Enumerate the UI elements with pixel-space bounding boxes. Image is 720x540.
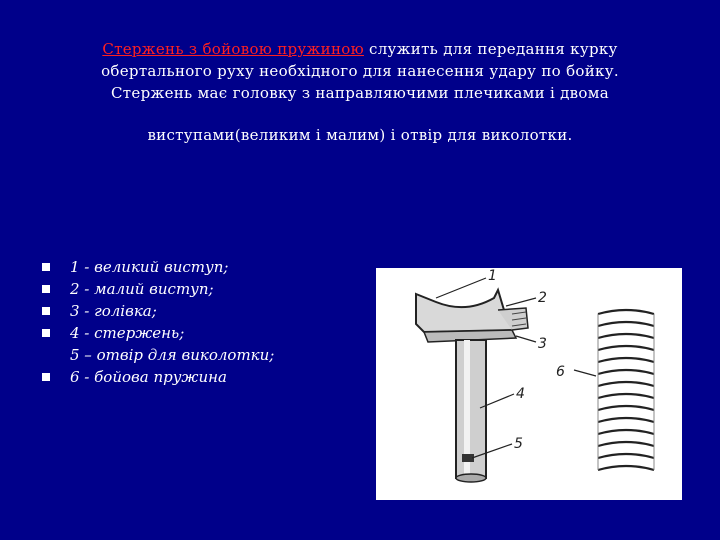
legend-item: 5 – отвір для виколотки; bbox=[70, 346, 275, 364]
intro-text-line2: виступами(великим і малим) і отвір для виколотки. bbox=[147, 126, 573, 144]
legend-item: 1 - великий виступ; bbox=[42, 256, 274, 278]
intro-paragraph bbox=[70, 38, 650, 146]
label-1: 1 bbox=[488, 268, 497, 284]
intro-text: служить для передання курку обертального руху необхідного для нанесення удару по бойку. Стержень має головку з направляючими плечиками і двома bbox=[101, 40, 619, 102]
legend-item: 3 - голівка; bbox=[42, 300, 274, 322]
label-5: 5 bbox=[514, 436, 523, 452]
parts-legend bbox=[42, 256, 274, 388]
legend-item: 4 - стержень; bbox=[42, 322, 274, 344]
striker-rod-figure bbox=[376, 268, 682, 500]
striker-rod-drawing bbox=[376, 268, 682, 500]
label-6: 6 bbox=[556, 364, 565, 380]
highlighted-term: Стержень з бойовою пружиною bbox=[102, 40, 364, 58]
label-3: 3 bbox=[538, 336, 547, 352]
legend-item: 6 - бойова пружина bbox=[42, 366, 274, 388]
label-4: 4 bbox=[516, 386, 525, 402]
rod-head bbox=[416, 290, 512, 332]
mainspring bbox=[598, 310, 654, 470]
legend-item: 2 - малий виступ; bbox=[42, 278, 274, 300]
label-2: 2 bbox=[538, 290, 547, 306]
